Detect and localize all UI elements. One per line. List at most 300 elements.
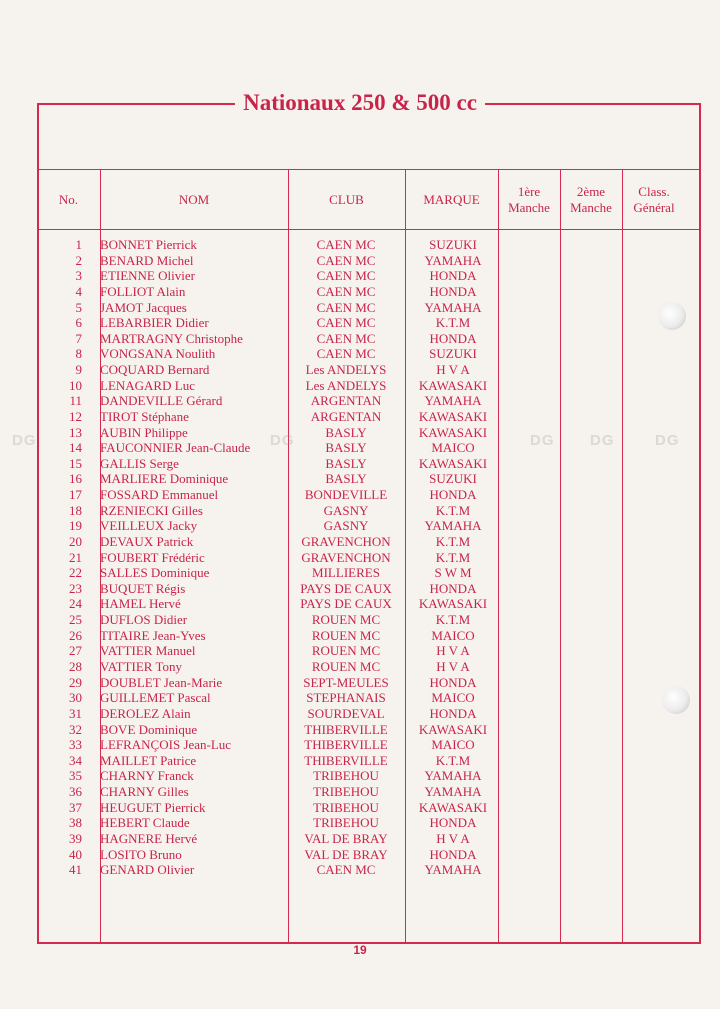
rider-firstname: Bernard — [167, 362, 210, 378]
rider-brand: HONDA — [429, 815, 477, 831]
rider-surname: DEROLEZ — [100, 705, 160, 721]
row-number: 22 — [69, 565, 82, 581]
rider-club: CAEN MC — [316, 268, 376, 284]
rider-brand: HONDA — [429, 268, 477, 284]
table-row — [37, 346, 701, 362]
rider-brand: K.T.M — [435, 533, 471, 549]
rider-club: TRIBEHOU — [313, 815, 379, 831]
row-number: 39 — [69, 830, 82, 846]
row-number: 23 — [69, 580, 82, 596]
rider-name — [100, 409, 189, 425]
table-row — [37, 847, 701, 863]
rider-club: PAYS DE CAUX — [300, 596, 392, 612]
row-number: 24 — [69, 596, 82, 612]
rider-surname: BUQUET — [100, 580, 153, 596]
rider-name — [100, 518, 197, 534]
row-number: 3 — [75, 268, 82, 284]
rider-club: CAEN MC — [316, 346, 376, 362]
table-row — [37, 471, 701, 487]
rider-club: CAEN MC — [316, 252, 376, 268]
table-row — [37, 378, 701, 394]
rider-firstname: Olivier — [157, 862, 195, 878]
rider-name — [100, 690, 211, 706]
rider-club: CAEN MC — [316, 315, 376, 331]
rider-brand: KAWASAKI — [418, 408, 488, 424]
table-row — [37, 628, 701, 644]
rider-name — [100, 440, 250, 456]
table-row — [37, 284, 701, 300]
rider-brand: KAWASAKI — [418, 721, 488, 737]
header-club: CLUB — [329, 192, 364, 207]
rider-surname: CHARNY — [100, 784, 155, 800]
rider-brand: SUZUKI — [429, 237, 477, 252]
rider-name — [100, 628, 206, 644]
rider-firstname: Pierrick — [155, 237, 197, 252]
rider-brand: MAICO — [431, 737, 475, 753]
table-row — [37, 768, 701, 784]
rider-club: CAEN MC — [316, 283, 376, 299]
rider-name — [100, 237, 197, 253]
rider-surname: RZENIECKI — [100, 502, 169, 518]
row-number: 38 — [69, 815, 82, 831]
rider-name — [100, 393, 222, 409]
rider-brand: S W M — [434, 565, 472, 581]
header-manche2: 2ème Manche — [570, 184, 612, 215]
row-number: 25 — [69, 612, 82, 628]
row-number: 15 — [69, 455, 82, 471]
rider-club: GRAVENCHON — [301, 533, 391, 549]
rider-surname: MAILLET — [100, 752, 157, 768]
rider-brand: H V A — [436, 362, 470, 378]
rider-brand: YAMAHA — [424, 862, 482, 878]
table-row — [37, 690, 701, 706]
rider-surname: VEILLEUX — [100, 518, 165, 534]
rider-brand: K.T.M — [435, 502, 471, 518]
rider-name — [100, 362, 209, 378]
rider-surname: LEFRANÇOIS — [100, 737, 181, 753]
table-row — [37, 800, 701, 816]
rider-club: BONDEVILLE — [304, 487, 388, 503]
row-number: 41 — [69, 862, 82, 878]
rider-name — [100, 346, 215, 362]
rider-brand: YAMAHA — [424, 393, 482, 409]
table-row — [37, 503, 701, 519]
rider-club: Les ANDELYS — [305, 362, 387, 378]
rider-surname: LEBARBIER — [100, 315, 173, 331]
rider-name — [100, 534, 193, 550]
rider-surname: SALLES — [100, 565, 148, 581]
table-row — [37, 581, 701, 597]
rider-surname: LENAGARD — [100, 377, 172, 393]
punch-hole-top — [658, 302, 686, 330]
rider-club: CAEN MC — [316, 862, 376, 878]
rider-name — [100, 612, 187, 628]
rider-surname: CHARNY — [100, 768, 155, 784]
rider-brand: YAMAHA — [424, 518, 482, 534]
rider-club: ROUEN MC — [311, 612, 381, 628]
header-nom: NOM — [178, 192, 210, 207]
row-number: 30 — [69, 690, 82, 706]
rider-club: Les ANDELYS — [305, 377, 387, 393]
rider-firstname: Alain — [161, 705, 191, 721]
table-row — [37, 612, 701, 628]
rider-name — [100, 768, 194, 784]
rider-brand: YAMAHA — [424, 768, 482, 784]
table-row — [37, 596, 701, 612]
rider-club: SEPT-MEULES — [303, 674, 389, 690]
rider-firstname: Philippe — [144, 424, 188, 440]
table-row — [37, 862, 701, 878]
watermark-2: DG — [270, 432, 295, 449]
rider-club: MILLIERES — [312, 565, 380, 581]
rider-firstname: Gilles — [157, 784, 189, 800]
rider-surname: DUFLOS — [100, 612, 151, 628]
rider-brand: HONDA — [429, 487, 477, 503]
rider-club: BASLY — [325, 440, 367, 456]
rider-firstname: Patrick — [156, 533, 194, 549]
rider-surname: GENARD — [100, 862, 155, 878]
rider-firstname: Dominique — [150, 565, 210, 581]
header-classement: Class. Général — [633, 184, 675, 215]
rider-name — [100, 284, 185, 300]
rider-club: STEPHANAIS — [306, 690, 386, 706]
rider-club: ROUEN MC — [311, 643, 381, 659]
rider-firstname: Pierrick — [164, 799, 206, 815]
rider-brand: KAWASAKI — [418, 799, 488, 815]
rider-name — [100, 737, 231, 753]
rider-club: SOURDEVAL — [307, 705, 385, 721]
row-number: 18 — [69, 502, 82, 518]
rider-firstname: Alain — [156, 283, 186, 299]
row-number: 26 — [69, 627, 82, 643]
table-row — [37, 268, 701, 284]
rider-club: TRIBEHOU — [313, 799, 379, 815]
rider-firstname: Tony — [155, 659, 183, 674]
row-number: 35 — [69, 768, 82, 784]
rider-surname: DOUBLET — [100, 674, 161, 690]
rider-surname: GALLIS — [100, 455, 147, 471]
rider-club: CAEN MC — [316, 299, 376, 315]
rider-name — [100, 659, 182, 675]
rider-brand: KAWASAKI — [418, 455, 488, 471]
rider-name — [100, 471, 228, 487]
rider-firstname: Gérard — [186, 393, 223, 409]
row-number: 2 — [75, 252, 82, 268]
rider-firstname: Frédéric — [161, 549, 205, 565]
rider-surname: VATTIER — [100, 643, 153, 659]
rider-club: THIBERVILLE — [304, 721, 388, 737]
rider-surname: VATTIER — [100, 659, 153, 674]
table-row — [37, 784, 701, 800]
rider-brand: YAMAHA — [424, 784, 482, 800]
row-number: 5 — [75, 299, 82, 315]
table-row — [37, 643, 701, 659]
row-number: 6 — [75, 315, 82, 331]
table-row — [37, 456, 701, 472]
rider-club: ROUEN MC — [311, 627, 381, 643]
rider-firstname: Olivier — [158, 268, 195, 284]
rider-club: TRIBEHOU — [313, 784, 379, 800]
table-row — [37, 565, 701, 581]
rider-name — [100, 487, 218, 503]
row-number: 16 — [69, 471, 82, 487]
row-number: 31 — [69, 705, 82, 721]
rider-brand: HONDA — [429, 330, 477, 346]
table-row — [37, 393, 701, 409]
rider-firstname: Dominique — [169, 471, 229, 487]
row-number: 29 — [69, 674, 82, 690]
rider-name — [100, 706, 191, 722]
rider-surname: TITAIRE — [100, 627, 150, 643]
rider-brand: K.T.M — [435, 315, 471, 331]
page-title: Nationaux 250 & 500 cc — [235, 90, 485, 115]
rider-name — [100, 596, 181, 612]
rider-brand: K.T.M — [435, 549, 471, 565]
rider-brand: MAICO — [431, 440, 475, 456]
table-row — [37, 659, 701, 675]
rider-club: GRAVENCHON — [301, 549, 391, 565]
rider-brand: SUZUKI — [429, 346, 477, 362]
rider-surname: GUILLEMET — [100, 690, 175, 706]
rider-surname: DEVAUX — [100, 533, 154, 549]
rider-brand: H V A — [436, 659, 470, 674]
rider-firstname: Jean-Marie — [163, 674, 223, 690]
table-row — [37, 253, 701, 269]
table-row — [37, 331, 701, 347]
row-number: 10 — [69, 377, 82, 393]
rider-surname: HAGNERE — [100, 830, 163, 846]
row-number: 21 — [69, 549, 82, 565]
watermark-5: DG — [655, 432, 680, 449]
table-row — [37, 362, 701, 378]
rider-name — [100, 300, 187, 316]
rider-firstname: Régis — [155, 580, 186, 596]
rider-club: VAL DE BRAY — [304, 846, 388, 862]
rider-firstname: Manuel — [155, 643, 196, 659]
rider-firstname: Bruno — [149, 846, 182, 862]
rider-name — [100, 268, 195, 284]
rider-brand: HONDA — [429, 580, 477, 596]
table-row — [37, 534, 701, 550]
rider-name — [100, 550, 205, 566]
rider-brand: MAICO — [431, 690, 475, 706]
rider-club: CAEN MC — [316, 330, 376, 346]
rider-firstname: Patrice — [160, 752, 197, 768]
rider-surname: LOSITO — [100, 846, 146, 862]
rider-brand: K.T.M — [435, 612, 471, 628]
table-row — [37, 300, 701, 316]
rider-firstname: Stéphane — [141, 408, 189, 424]
table-row — [37, 737, 701, 753]
rider-name — [100, 675, 222, 691]
rider-firstname: Didier — [153, 612, 188, 628]
rider-surname: DANDEVILLE — [100, 393, 184, 409]
rider-brand: SUZUKI — [429, 471, 477, 487]
rider-name — [100, 331, 243, 347]
row-number: 14 — [69, 440, 82, 456]
table-row — [37, 706, 701, 722]
rider-surname: AUBIN — [100, 424, 142, 440]
table-row — [37, 753, 701, 769]
rider-name — [100, 831, 197, 847]
rider-club: ARGENTAN — [310, 393, 382, 409]
watermark-1: DG — [12, 432, 37, 449]
rider-brand: H V A — [436, 643, 470, 659]
rider-name — [100, 378, 195, 394]
row-number: 1 — [75, 237, 82, 252]
rider-surname: BOVE — [100, 721, 136, 737]
row-number: 40 — [69, 846, 82, 862]
rider-surname: VONGSANA — [100, 346, 173, 362]
rider-firstname: Gilles — [171, 502, 203, 518]
rider-name — [100, 456, 179, 472]
rider-brand: K.T.M — [435, 752, 471, 768]
table-row — [37, 831, 701, 847]
rider-firstname: Didier — [175, 315, 209, 331]
watermark-4: DG — [590, 432, 615, 449]
table-row — [37, 722, 701, 738]
rider-name — [100, 503, 203, 519]
row-number: 19 — [69, 518, 82, 534]
table-row — [37, 237, 701, 253]
rider-brand: KAWASAKI — [418, 596, 488, 612]
rider-surname: TIROT — [100, 408, 139, 424]
row-number: 33 — [69, 737, 82, 753]
rider-club: PAYS DE CAUX — [300, 580, 392, 596]
row-number: 7 — [75, 330, 82, 346]
rider-surname: FOLLIOT — [100, 283, 154, 299]
rider-firstname: Michel — [156, 252, 194, 268]
table-row — [37, 315, 701, 331]
rider-surname: HEBERT — [100, 815, 150, 831]
rider-surname: FAUCONNIER — [100, 440, 183, 456]
row-number: 17 — [69, 487, 82, 503]
rider-brand: HONDA — [429, 705, 477, 721]
rider-club: CAEN MC — [316, 237, 376, 252]
rider-name — [100, 643, 195, 659]
rider-name — [100, 753, 196, 769]
rider-firstname: Serge — [149, 455, 179, 471]
row-number: 36 — [69, 784, 82, 800]
rider-firstname: Hervé — [165, 830, 198, 846]
rider-brand: YAMAHA — [424, 299, 482, 315]
rider-club: THIBERVILLE — [304, 737, 388, 753]
rider-name — [100, 722, 197, 738]
rider-club: THIBERVILLE — [304, 752, 388, 768]
rider-name — [100, 815, 190, 831]
rider-brand: HONDA — [429, 674, 477, 690]
rider-firstname: Jean-Luc — [183, 737, 232, 753]
rider-club: BASLY — [325, 455, 367, 471]
row-number: 32 — [69, 721, 82, 737]
row-number: 27 — [69, 643, 82, 659]
rider-firstname: Luc — [174, 377, 195, 393]
rider-name — [100, 784, 189, 800]
page-number: 19 — [353, 943, 367, 957]
table-row — [37, 409, 701, 425]
rider-name — [100, 800, 206, 816]
rider-brand: YAMAHA — [424, 252, 482, 268]
punch-hole-bottom — [662, 686, 690, 714]
row-number: 37 — [69, 799, 82, 815]
rider-surname: HEUGUET — [100, 799, 162, 815]
row-number: 4 — [75, 283, 82, 299]
row-number: 12 — [69, 408, 82, 424]
row-number: 28 — [69, 659, 82, 674]
rider-surname: MARTRAGNY — [100, 330, 183, 346]
rider-club: ARGENTAN — [310, 408, 382, 424]
rider-surname: COQUARD — [100, 362, 165, 378]
rider-surname: BENARD — [100, 252, 154, 268]
rider-brand: KAWASAKI — [418, 377, 488, 393]
rider-firstname: Jacky — [167, 518, 198, 534]
rider-name — [100, 315, 209, 331]
rider-name — [100, 425, 188, 441]
row-number: 11 — [69, 393, 82, 409]
table-row — [37, 487, 701, 503]
rider-firstname: Noulith — [175, 346, 216, 362]
row-number: 8 — [75, 346, 82, 362]
rider-surname: FOSSARD — [100, 487, 159, 503]
rider-brand: H V A — [436, 830, 470, 846]
table-row — [37, 550, 701, 566]
rider-brand: HONDA — [429, 283, 477, 299]
rider-surname: JAMOT — [100, 299, 144, 315]
table-row — [37, 815, 701, 831]
rider-surname: BONNET — [100, 237, 153, 252]
rider-firstname: Claude — [152, 815, 190, 831]
rider-firstname: Pascal — [177, 690, 211, 706]
rider-club: ROUEN MC — [311, 659, 381, 674]
rider-name — [100, 581, 185, 597]
rider-surname: ETIENNE — [100, 268, 155, 284]
rider-firstname: Jean-Yves — [152, 627, 206, 643]
rider-firstname: Dominique — [138, 721, 198, 737]
rider-club: TRIBEHOU — [313, 768, 379, 784]
rider-firstname: Christophe — [185, 330, 243, 346]
rider-club: BASLY — [325, 471, 367, 487]
rider-surname: HAMEL — [100, 596, 146, 612]
rider-firstname: Jean-Claude — [186, 440, 251, 456]
rider-club: BASLY — [325, 424, 367, 440]
row-number: 34 — [69, 752, 82, 768]
header-manche1: 1ère Manche — [508, 184, 550, 215]
rider-surname: FOUBERT — [100, 549, 159, 565]
rider-name — [100, 847, 182, 863]
rider-club: VAL DE BRAY — [304, 830, 388, 846]
rider-name — [100, 253, 194, 269]
rider-brand: HONDA — [429, 846, 477, 862]
rider-club: GASNY — [323, 518, 369, 534]
header-no: No. — [58, 192, 79, 207]
rider-firstname: Jacques — [146, 299, 187, 315]
rider-name — [100, 565, 209, 581]
rider-firstname: Hervé — [149, 596, 181, 612]
rider-firstname: Franck — [157, 768, 194, 784]
watermark-3: DG — [530, 432, 555, 449]
rider-brand: KAWASAKI — [418, 424, 488, 440]
rider-surname: MARLIERE — [100, 471, 167, 487]
rider-firstname: Emmanuel — [161, 487, 219, 503]
table-row — [37, 675, 701, 691]
row-number: 20 — [69, 533, 82, 549]
rider-brand: MAICO — [431, 627, 475, 643]
rider-club: GASNY — [323, 502, 369, 518]
table-row — [37, 518, 701, 534]
row-number: 13 — [69, 424, 82, 440]
rider-name — [100, 862, 194, 878]
row-number: 9 — [75, 362, 82, 378]
